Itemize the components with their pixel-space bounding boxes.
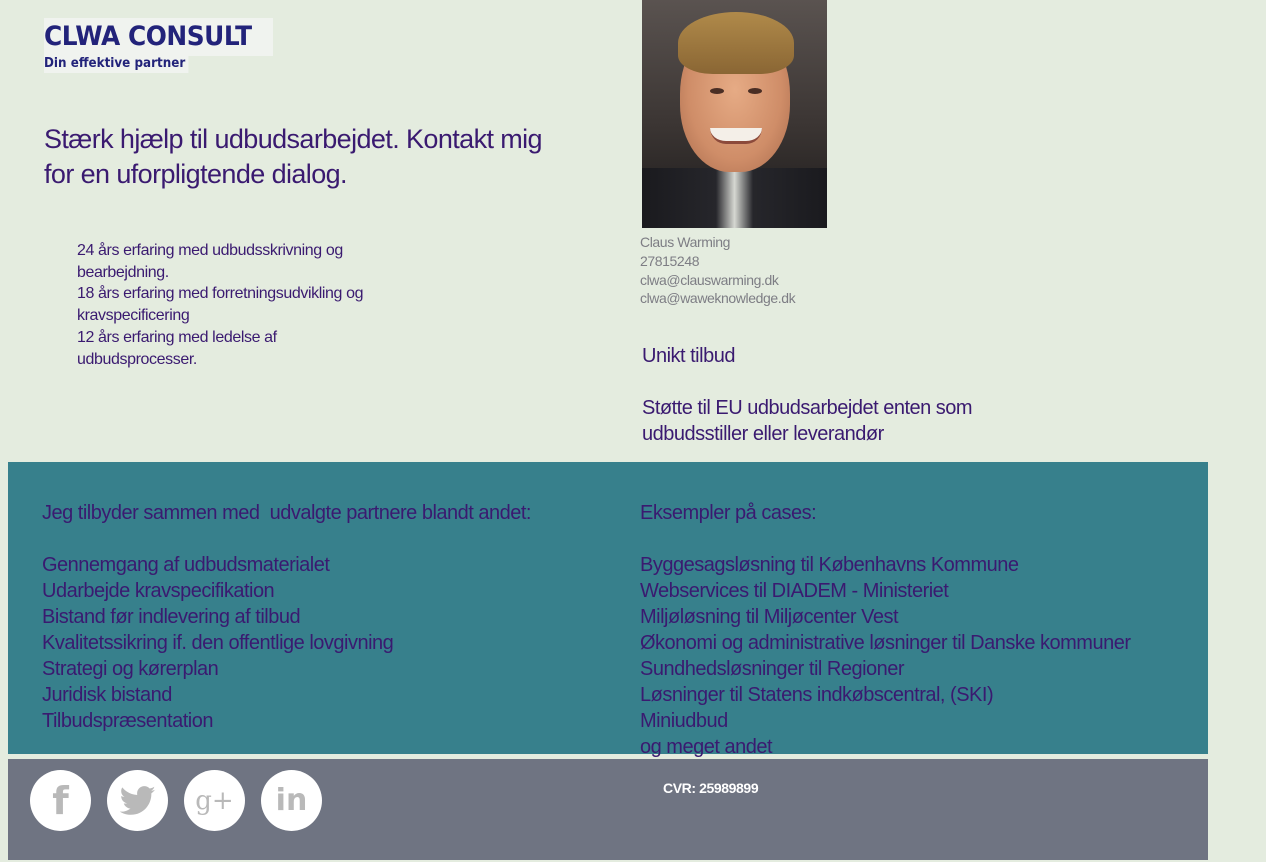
contact-name: Claus Warming (640, 234, 730, 250)
contact-info (640, 233, 795, 308)
service-item: Juridisk bistand (42, 684, 172, 706)
service-item: Tilbudspræsentation (42, 710, 213, 732)
cases-column (640, 500, 1200, 760)
service-item: Bistand før indlevering af tilbud (42, 606, 301, 628)
case-item: Byggesagsløsning til Københavns Kommune (640, 554, 1019, 576)
headline: Stærk hjælp til udbudsarbejdet. Kontakt mig for en uforpligtende dialog. (44, 124, 542, 189)
services-heading: Jeg tilbyder sammen med udvalgte partnere blandt andet: (42, 502, 531, 524)
service-item: Strategi og kørerplan (42, 658, 219, 680)
brand-title: CLWA CONSULT (44, 21, 252, 52)
contact-email-link[interactable]: clwa@clauswarming.dk (640, 271, 779, 288)
profile-photo (642, 0, 827, 228)
case-item: Løsninger til Statens indkøbscentral, (SKI) (640, 684, 994, 706)
offer-section (642, 343, 1002, 447)
experience-item: 18 års erfaring med forretningsudvikling og kravspecificering (77, 285, 364, 325)
offer-text: Støtte til EU udbudsarbejdet enten som udbudsstiller eller leverandør (642, 397, 973, 445)
twitter-icon[interactable] (107, 770, 168, 831)
contact-email-link[interactable]: clwa@waweknowledge.dk (640, 290, 796, 307)
case-item: Webservices til DIADEM - Ministeriet (640, 580, 949, 602)
linkedin-icon[interactable]: in (261, 770, 322, 831)
facebook-icon[interactable]: f (30, 770, 91, 831)
case-item: Økonomi og administrative løsninger til Danske kommuner (640, 632, 1131, 654)
service-item: Kvalitetssikring if. den offentlige lovgivning (42, 632, 394, 654)
googleplus-icon[interactable]: g+ (184, 770, 245, 831)
case-item: Sundhedsløsninger til Regioner (640, 658, 905, 680)
contact-phone[interactable]: 27815248 (640, 252, 700, 269)
logo[interactable] (44, 18, 273, 56)
case-item: Miniudbud (640, 710, 728, 732)
brand-tagline: Din effektive partner (44, 55, 188, 73)
cvr-number: CVR: 25989899 (663, 780, 759, 796)
services-column (42, 500, 602, 734)
case-item: Miljøløsning til Miljøcenter Vest (640, 606, 899, 628)
service-item: Udarbejde kravspecifikation (42, 580, 275, 602)
case-item: og meget andet (640, 736, 772, 758)
experience-item: 24 års erfaring med udbudsskrivning og bearbejdning. (77, 242, 343, 281)
experience-list (77, 240, 377, 370)
offer-title: Unikt tilbud (642, 345, 735, 367)
service-item: Gennemgang af udbudsmaterialet (42, 554, 330, 576)
cases-heading: Eksempler på cases: (640, 502, 817, 524)
experience-item: 12 års erfaring med ledelse af udbudsprocesser. (77, 328, 277, 368)
